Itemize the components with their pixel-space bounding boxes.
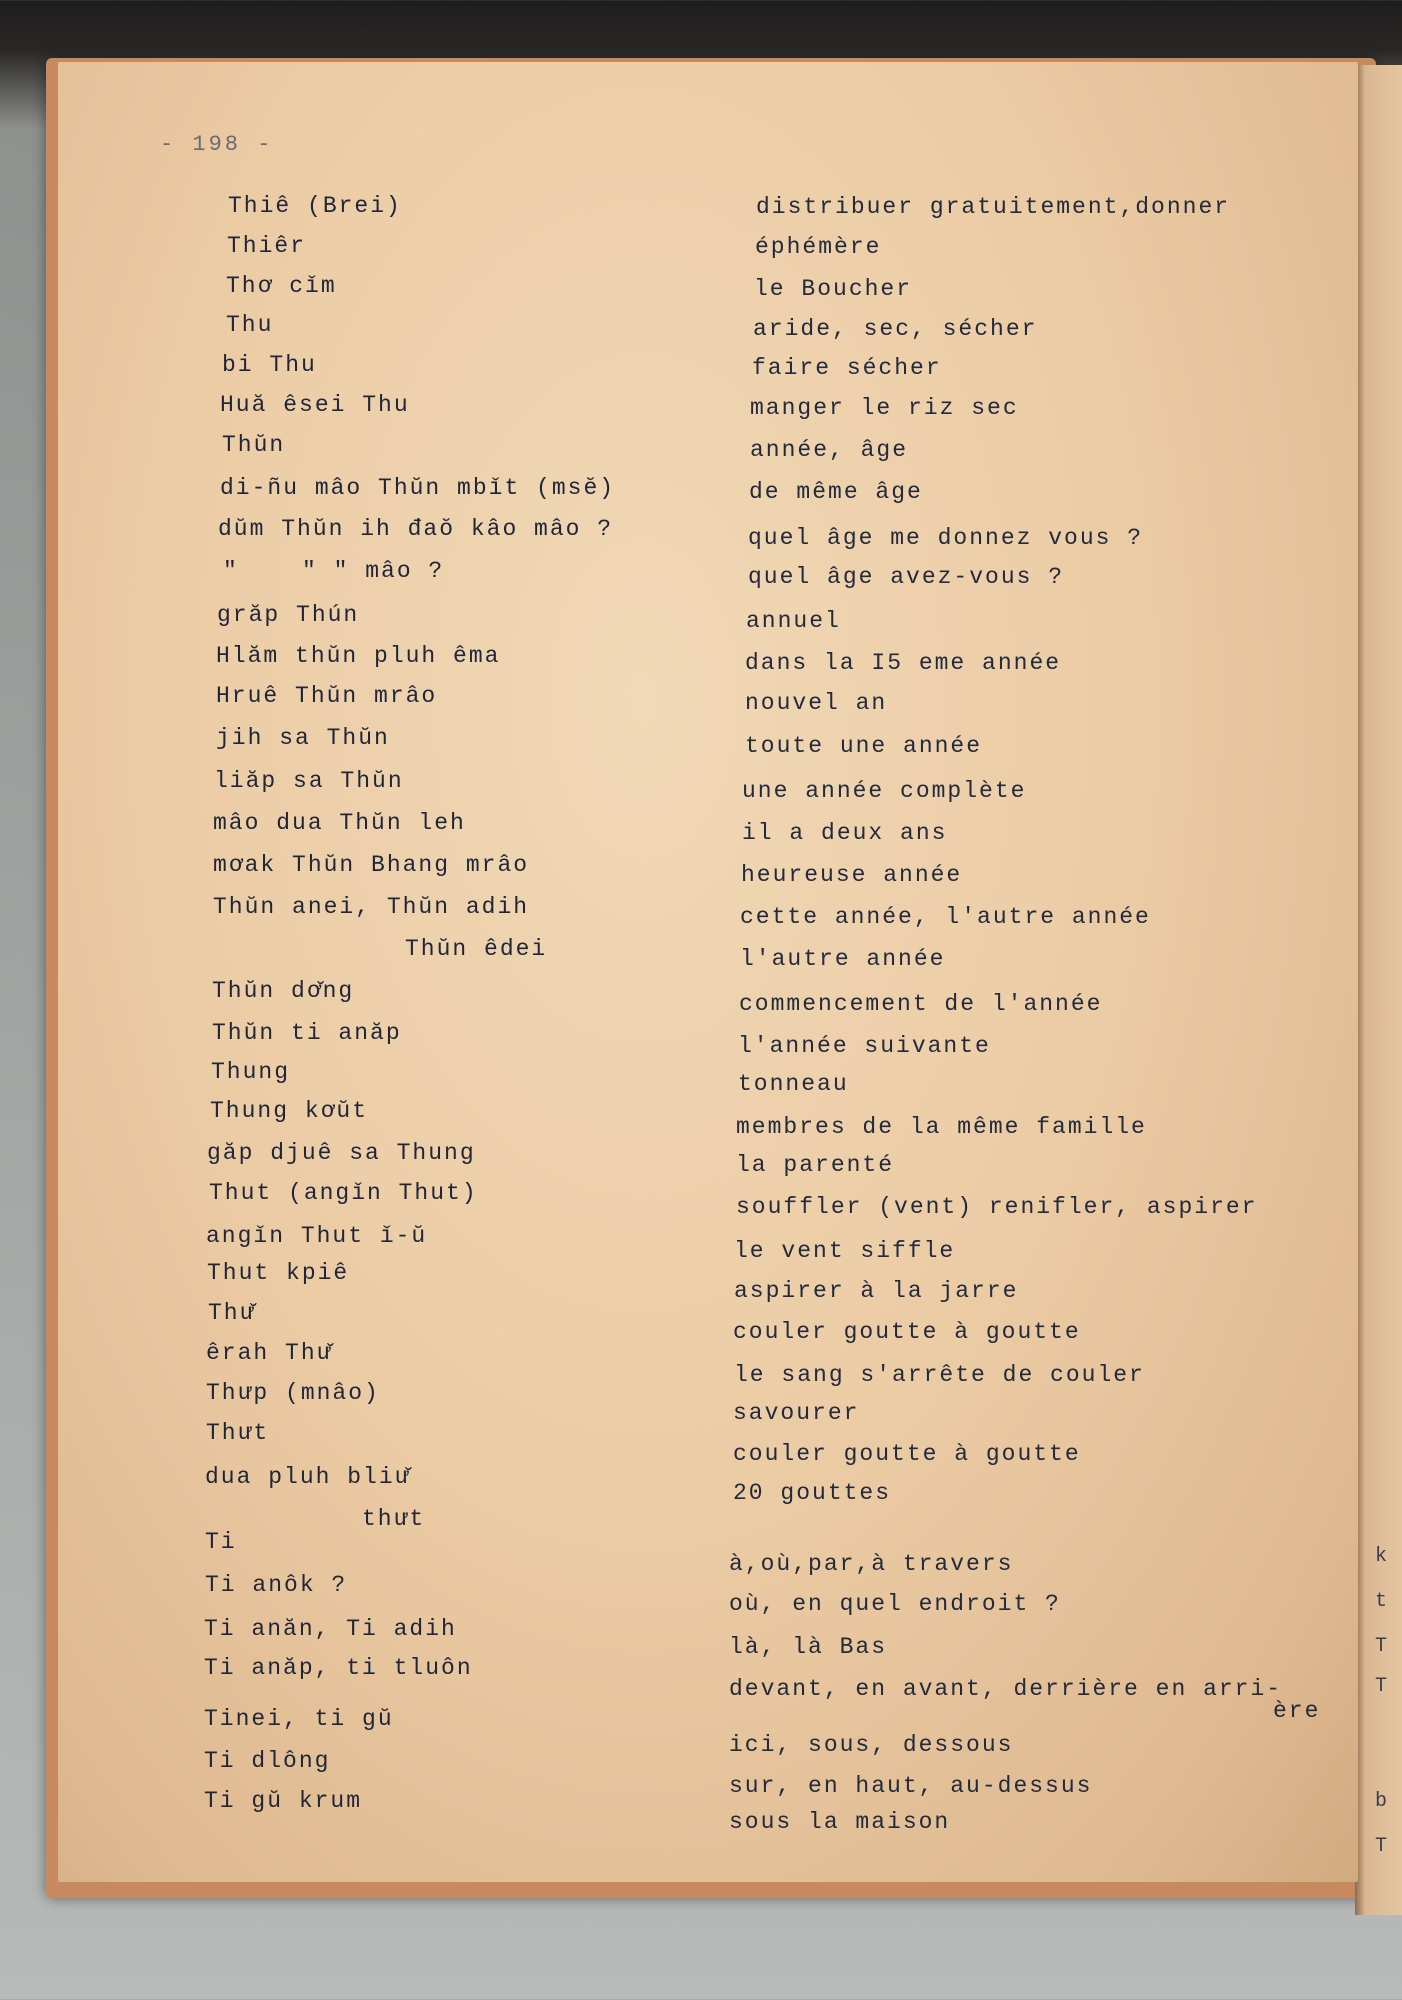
translation: aspirer à la jarre (734, 1278, 1019, 1304)
headword: dŭm Thŭn ih đaŏ kâo mâo ? (218, 516, 614, 542)
headword: jih sa Thŭn (216, 725, 390, 751)
headword: Thŭn (222, 432, 286, 458)
translation: une année complète (742, 778, 1027, 804)
translation: l'année suivante (738, 1033, 991, 1059)
translation: quel âge avez-vous ? (748, 564, 1065, 590)
translation: heureuse année (741, 862, 963, 888)
headword: Ti gŭ krum (204, 1788, 363, 1814)
headword: angǐn Thut ǐ-ŭ (206, 1223, 428, 1249)
translation: membres de la même famille (736, 1114, 1147, 1140)
translation: quel âge me donnez vous ? (748, 525, 1144, 551)
headword: " " " mâo ? (223, 558, 445, 584)
translation: le Boucher (754, 276, 913, 302)
headword: Ti (205, 1529, 237, 1555)
translation: où, en quel endroit ? (729, 1591, 1061, 1617)
translation: manger le riz sec (750, 395, 1019, 421)
translation: sous la maison (729, 1809, 951, 1835)
headword: Tinei, ti gŭ (204, 1706, 394, 1732)
translation: nouvel an (745, 690, 888, 716)
headword: Thŭn êdei (405, 936, 548, 962)
headword: Thu (226, 312, 274, 338)
translation: là, là Bas (729, 1634, 888, 1660)
headword: Ti anăn, Ti adih (204, 1616, 457, 1642)
translation: ère (1273, 1698, 1321, 1724)
translation: de même âge (749, 479, 923, 505)
headword: Thiê (Brei) (228, 193, 402, 219)
translation: distribuer gratuitement,donner (756, 194, 1231, 220)
translation: la parenté (736, 1152, 895, 1178)
headword: mâo dua Thŭn leh (213, 810, 466, 836)
headword: Thut kpiê (207, 1260, 350, 1286)
translation: annuel (746, 608, 841, 634)
facing-page-fragment: k (1375, 1545, 1388, 1568)
translation: savourer (733, 1400, 860, 1426)
facing-page-fragment: t (1375, 1590, 1388, 1613)
facing-page-fragment: T (1375, 1835, 1388, 1858)
translation: souffler (vent) renifler, aspirer (736, 1194, 1258, 1220)
translation: aride, sec, sécher (753, 316, 1038, 342)
facing-page-fragment: T (1375, 1635, 1388, 1658)
headword: bi Thu (222, 352, 317, 378)
translation: le sang s'arrête de couler (734, 1362, 1145, 1388)
translation: devant, en avant, derrière en arri- (729, 1676, 1283, 1702)
translation: l'autre année (740, 946, 946, 972)
translation: il a deux ans (742, 820, 948, 846)
headword: Ti anăp, ti tluôn (204, 1655, 473, 1681)
translation: couler goutte à goutte (733, 1441, 1081, 1467)
headword: thưt (362, 1506, 426, 1532)
headword: Thưp (mnâo) (206, 1380, 380, 1406)
headword: grăp Thún (217, 602, 360, 628)
headword: Huă êsei Thu (220, 392, 410, 418)
headword: Hlăm thŭn pluh êma (216, 643, 501, 669)
translation: 20 gouttes (733, 1480, 892, 1506)
translation: toute une année (745, 733, 983, 759)
headword: Ti dlông (204, 1748, 331, 1774)
headword: Hruê Thŭn mrâo (216, 683, 438, 709)
headword: găp djuê sa Thung (207, 1140, 476, 1166)
headword: Ti anôk ? (205, 1572, 348, 1598)
headword: dua pluh bliư̆ (205, 1464, 411, 1490)
headword: liăp sa Thŭn (214, 768, 404, 794)
facing-page-fragment: T (1375, 1675, 1388, 1698)
translation: sur, en haut, au-dessus (729, 1773, 1093, 1799)
headword: Thung (211, 1059, 291, 1085)
translation: commencement de l'année (739, 991, 1103, 1017)
headword: Thŭn ti anăp (212, 1020, 402, 1046)
headword: Thưt (206, 1420, 270, 1446)
headword: di-ñu mâo Thŭn mbǐt (msĕ) (220, 475, 616, 501)
translation: couler goutte à goutte (733, 1319, 1081, 1345)
translation: dans la I5 eme année (745, 650, 1062, 676)
headword: Thơ cǐm (226, 273, 337, 299)
headword: mơak Thŭn Bhang mrâo (213, 852, 530, 878)
page-number: - 198 - (160, 132, 274, 157)
headword: Thŭn anei, Thŭn adih (213, 894, 530, 920)
translation: ici, sous, dessous (729, 1732, 1014, 1758)
headword: Thung kơŭt (210, 1098, 369, 1124)
headword: Thư̆ (208, 1300, 256, 1326)
translation: le vent siffle (734, 1238, 956, 1264)
translation: tonneau (738, 1071, 849, 1097)
facing-page-fragment: b (1375, 1790, 1388, 1813)
headword: Thiêr (227, 233, 307, 259)
headword: êrah Thư̆ (206, 1340, 333, 1366)
translation: faire sécher (752, 355, 942, 381)
translation: éphémère (755, 234, 882, 260)
translation: cette année, l'autre année (740, 904, 1151, 930)
translation: année, âge (750, 437, 909, 463)
headword: Thut (angǐn Thut) (209, 1180, 478, 1206)
headword: Thŭn dơ̆ng (212, 978, 355, 1004)
translation: à,où,par,à travers (729, 1551, 1014, 1577)
